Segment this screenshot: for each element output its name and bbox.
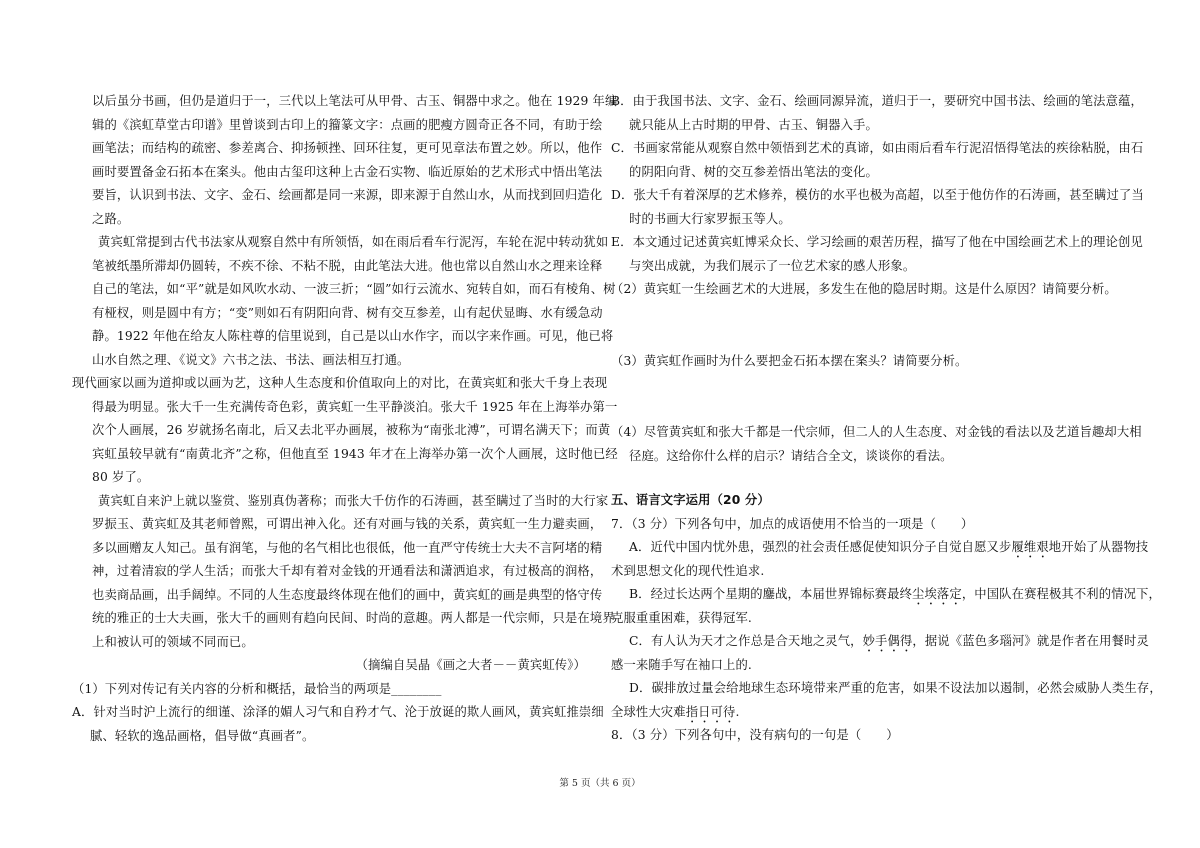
dotted-idiom: 履维艰 [1011,540,1049,554]
text-line: 之路。 [92,211,130,226]
question-3: （3）黄宾虹作画时为什么要把金石拓本摆在案头？请简要分析。 [611,353,968,368]
text-span: A．近代中国内忧外患，强烈的社会责任感促使知识分子自觉自愿又步 [629,540,1012,554]
text-line: 黄宾虹常提到古代书法家从观察自然中有所领悟，如在雨后看车行泥泻，车轮在泥中转动犹如 [98,235,609,249]
text-line: 术到思想文化的现代性追求. [611,563,765,578]
option-c [611,137,1153,184]
text-line: 感一来随手写在袖口上的. [611,657,752,672]
question-7: 7．（3 分）下列各句中，加点的成语使用不恰当的一项是（ ） [611,516,974,531]
text-line: 与突出成就，为我们展示了一位艺术家的感人形象。 [629,258,916,273]
q7-option-a [611,536,1153,583]
paragraph-intro [72,90,618,231]
text-line: D．碳排放过量会给地球生态环境带来严重的危害，如果不设法加以遏制，必然会威胁人类生存， [629,681,1162,695]
text-line: 得最为明显。张大千一生充满传奇色彩，黄宾虹一生平静淡泊。张大千 1925 年在上海举办第一 [92,399,618,414]
text-line: 就只能从上古时期的甲骨、古玉、铜器入手。 [629,117,878,132]
text-line: A．针对当时沪上流行的细谨、涂泽的媚人习气和自矜才气、沦于放诞的欺人画风，黄宾虹推崇细 [72,705,604,719]
question-4 [611,421,1153,468]
text-line: 次个人画展，26 岁就扬名南北，后又去北平办画展，被称为“南张北溥”，可谓名满天下；而黄 [92,423,611,437]
text-line: 也卖商品画，出手阔绰。不同的人生态度最终体现在他们的画中，黄宾虹的画是典型的恪守传 [92,587,603,602]
question-1: （1）下列对传记有关内容的分析和概括，最恰当的两项是________ [72,681,442,696]
text-line: E．本文通过记述黄宾虹博采众长、学习绘画的艰苦历程，描写了他在中国绘画艺术上的理论创见 [611,235,1143,249]
option-a [72,701,604,748]
option-e [611,231,1153,278]
paragraph-brush-technique [72,231,616,372]
text-line [611,583,1161,607]
text-line: 神，过着清寂的学人生活；而张大千却有着对金钱的开通看法和潇洒追求，有过极高的润格， [92,564,603,578]
text-line: 现代画家以画为道抑或以画为艺，这种人生态度和价值取向上的对比，在黄宾虹和张大千身上表现 [72,376,608,390]
text-line: C．书画家常能从观察自然中领悟到艺术的真谛，如由雨后看车行泥沼悟得笔法的疾徐粘脱，由石 [611,141,1144,155]
text-line [611,701,1153,725]
source-citation: （摘编自吴晶《画之大者－－黄宾虹传》） [355,658,586,672]
text-line: 径庭。这给你什么样的启示？请结合全文，谈谈你的看法。 [629,448,953,463]
section-gap [611,468,1153,489]
text-line: 上和被认可的领域不同而已。 [92,634,254,649]
text-line: 要旨，认识到书法、文字、金石、绘画都是同一来源，即来源于自然山水，从而找到回归造化 [92,188,603,202]
text-span: C．有人认为天才之作总是合天地之灵气， [629,634,863,648]
answer-space [611,302,1153,350]
text-line [611,536,1153,560]
dotted-idiom: 尘埃落定 [912,587,962,601]
text-span: 地开始了从器物技 [1048,540,1149,554]
text-line: 宾虹虽较早就有“南黄北齐”之称，但他直至 1943 年才在上海举办第一次个人画展，这时他已经 [92,446,618,461]
text-line: 时的书画大行家罗振玉等人。 [629,211,791,226]
text-span: ，据说《蓝色多瑙河》就是作者在用餐时灵 [912,634,1149,648]
text-span: . [735,704,740,719]
dotted-idiom: 妙手偶得 [862,634,913,648]
text-line: 黄宾虹自来沪上就以鉴赏、鉴别真伪著称；而张大千仿作的石涛画，甚至瞒过了当时的大行家 [98,493,609,508]
answer-space [611,373,1153,421]
question-8: 8．（3 分）下列各句中，没有病句的一句是（ ） [611,728,899,742]
paragraph-money-attitude [72,490,615,655]
text-line: （4）尽管黄宾虹和张大千都是一代宗师，但二人的人生态度、对金钱的看法以及艺道旨趣却大相 [611,425,1142,439]
text-line [611,630,1153,654]
right-column [611,90,1162,748]
text-span: ，中国队在赛程极其不利的情况下， [961,587,1161,601]
text-span: 全球性大灾难 [611,704,686,719]
question-2: （2）黄宾虹一生绘画艺术的大进展，多发生在他的隐居时期。这是什么原因？请简要分析。 [611,282,1117,296]
text-line: 辑的《滨虹草堂古印谱》里曾谈到古印上的籀篆文字：点画的肥瘦方圆奇正各不同，有助于绘 [92,117,603,132]
q7-option-d [611,677,1162,724]
text-line: 山水自然之理、《说文》六书之法、书法、画法相互打通。 [92,352,410,367]
page-footer: 第 5 页（共 6 页） [559,778,641,789]
dotted-idiom: 指日可待 [685,704,736,719]
text-line: D．张大千有着深厚的艺术修养，模仿的水平也极为高超，以至于他仿作的石涛画，甚至瞒过了当 [611,188,1144,202]
text-line: 多以画赠友人知己。虽有润笔，与他的名气相比也很低，他一直严守传统士大夫不言阿堵的精 [92,540,603,555]
text-line: 有桠杈，则是圆中有方；“变”则如石有阴阳向背、树有交互参差，山有起伏显晦、水有缓急动 [92,305,603,320]
text-line: 画时要置备金石拓本在案头。他由古玺印这种上古金石实物、临近原始的艺术形式中悟出笔法 [92,164,603,179]
q7-option-c [611,630,1153,677]
q7-option-b [611,583,1161,630]
left-column [72,90,618,748]
paragraph-comparison [72,372,618,490]
text-line: 以后虽分书画，但仍是道归于一，三代以上笔法可从甲骨、古玉、铜器中求之。他在 1929 年编 [92,94,618,108]
text-span: B．经过长达两个星期的鏖战，本届世界锦标赛最终 [629,587,913,601]
text-line: 腻、轻软的逸品画格，倡导做“真画者”。 [90,728,315,743]
text-line: 静。1922 年他在给友人陈柱尊的信里说到，自己是以山水作字，而以字来作画。可见，他已将 [92,329,614,343]
text-line: 自己的笔法，如“平”就是如风吹水动、一波三折；“圆”如行云流水、宛转自如，而石有棱角、树 [92,282,616,296]
option-d [611,184,1153,231]
text-line: 画笔法；而结构的疏密、参差离合、抑扬顿挫、回环往复，更可见章法布置之妙。所以，他作 [92,141,603,155]
section-5-title: 五、语言文字运用（20 分） [611,493,770,507]
text-line: 克服重重困难，获得冠军. [611,610,752,625]
text-line: 的阴阳向背、树的交互参差悟出笔法的变化。 [629,164,878,179]
text-line: 笔被纸墨所滞却仍圆转，不疾不徐、不粘不脱，由此笔法大进。他也常以自然山水之理来诠释 [92,258,603,273]
option-b [611,90,1153,137]
text-line: 80 岁了。 [92,470,150,484]
text-line: 罗振玉、黄宾虹及其老师曾熙，可谓出神入化。还有对画与钱的关系，黄宾虹一生力避卖画， [92,517,603,531]
text-line: B．由于我国书法、文字、金石、绘画同源异流，道归于一，要研究中国书法、绘画的笔法意蕴， [611,94,1143,108]
text-line: 统的雅正的士大夫画，张大千的画则有趋向民间、时尚的意趣。两人都是一代宗师，只是在境界 [92,611,615,625]
